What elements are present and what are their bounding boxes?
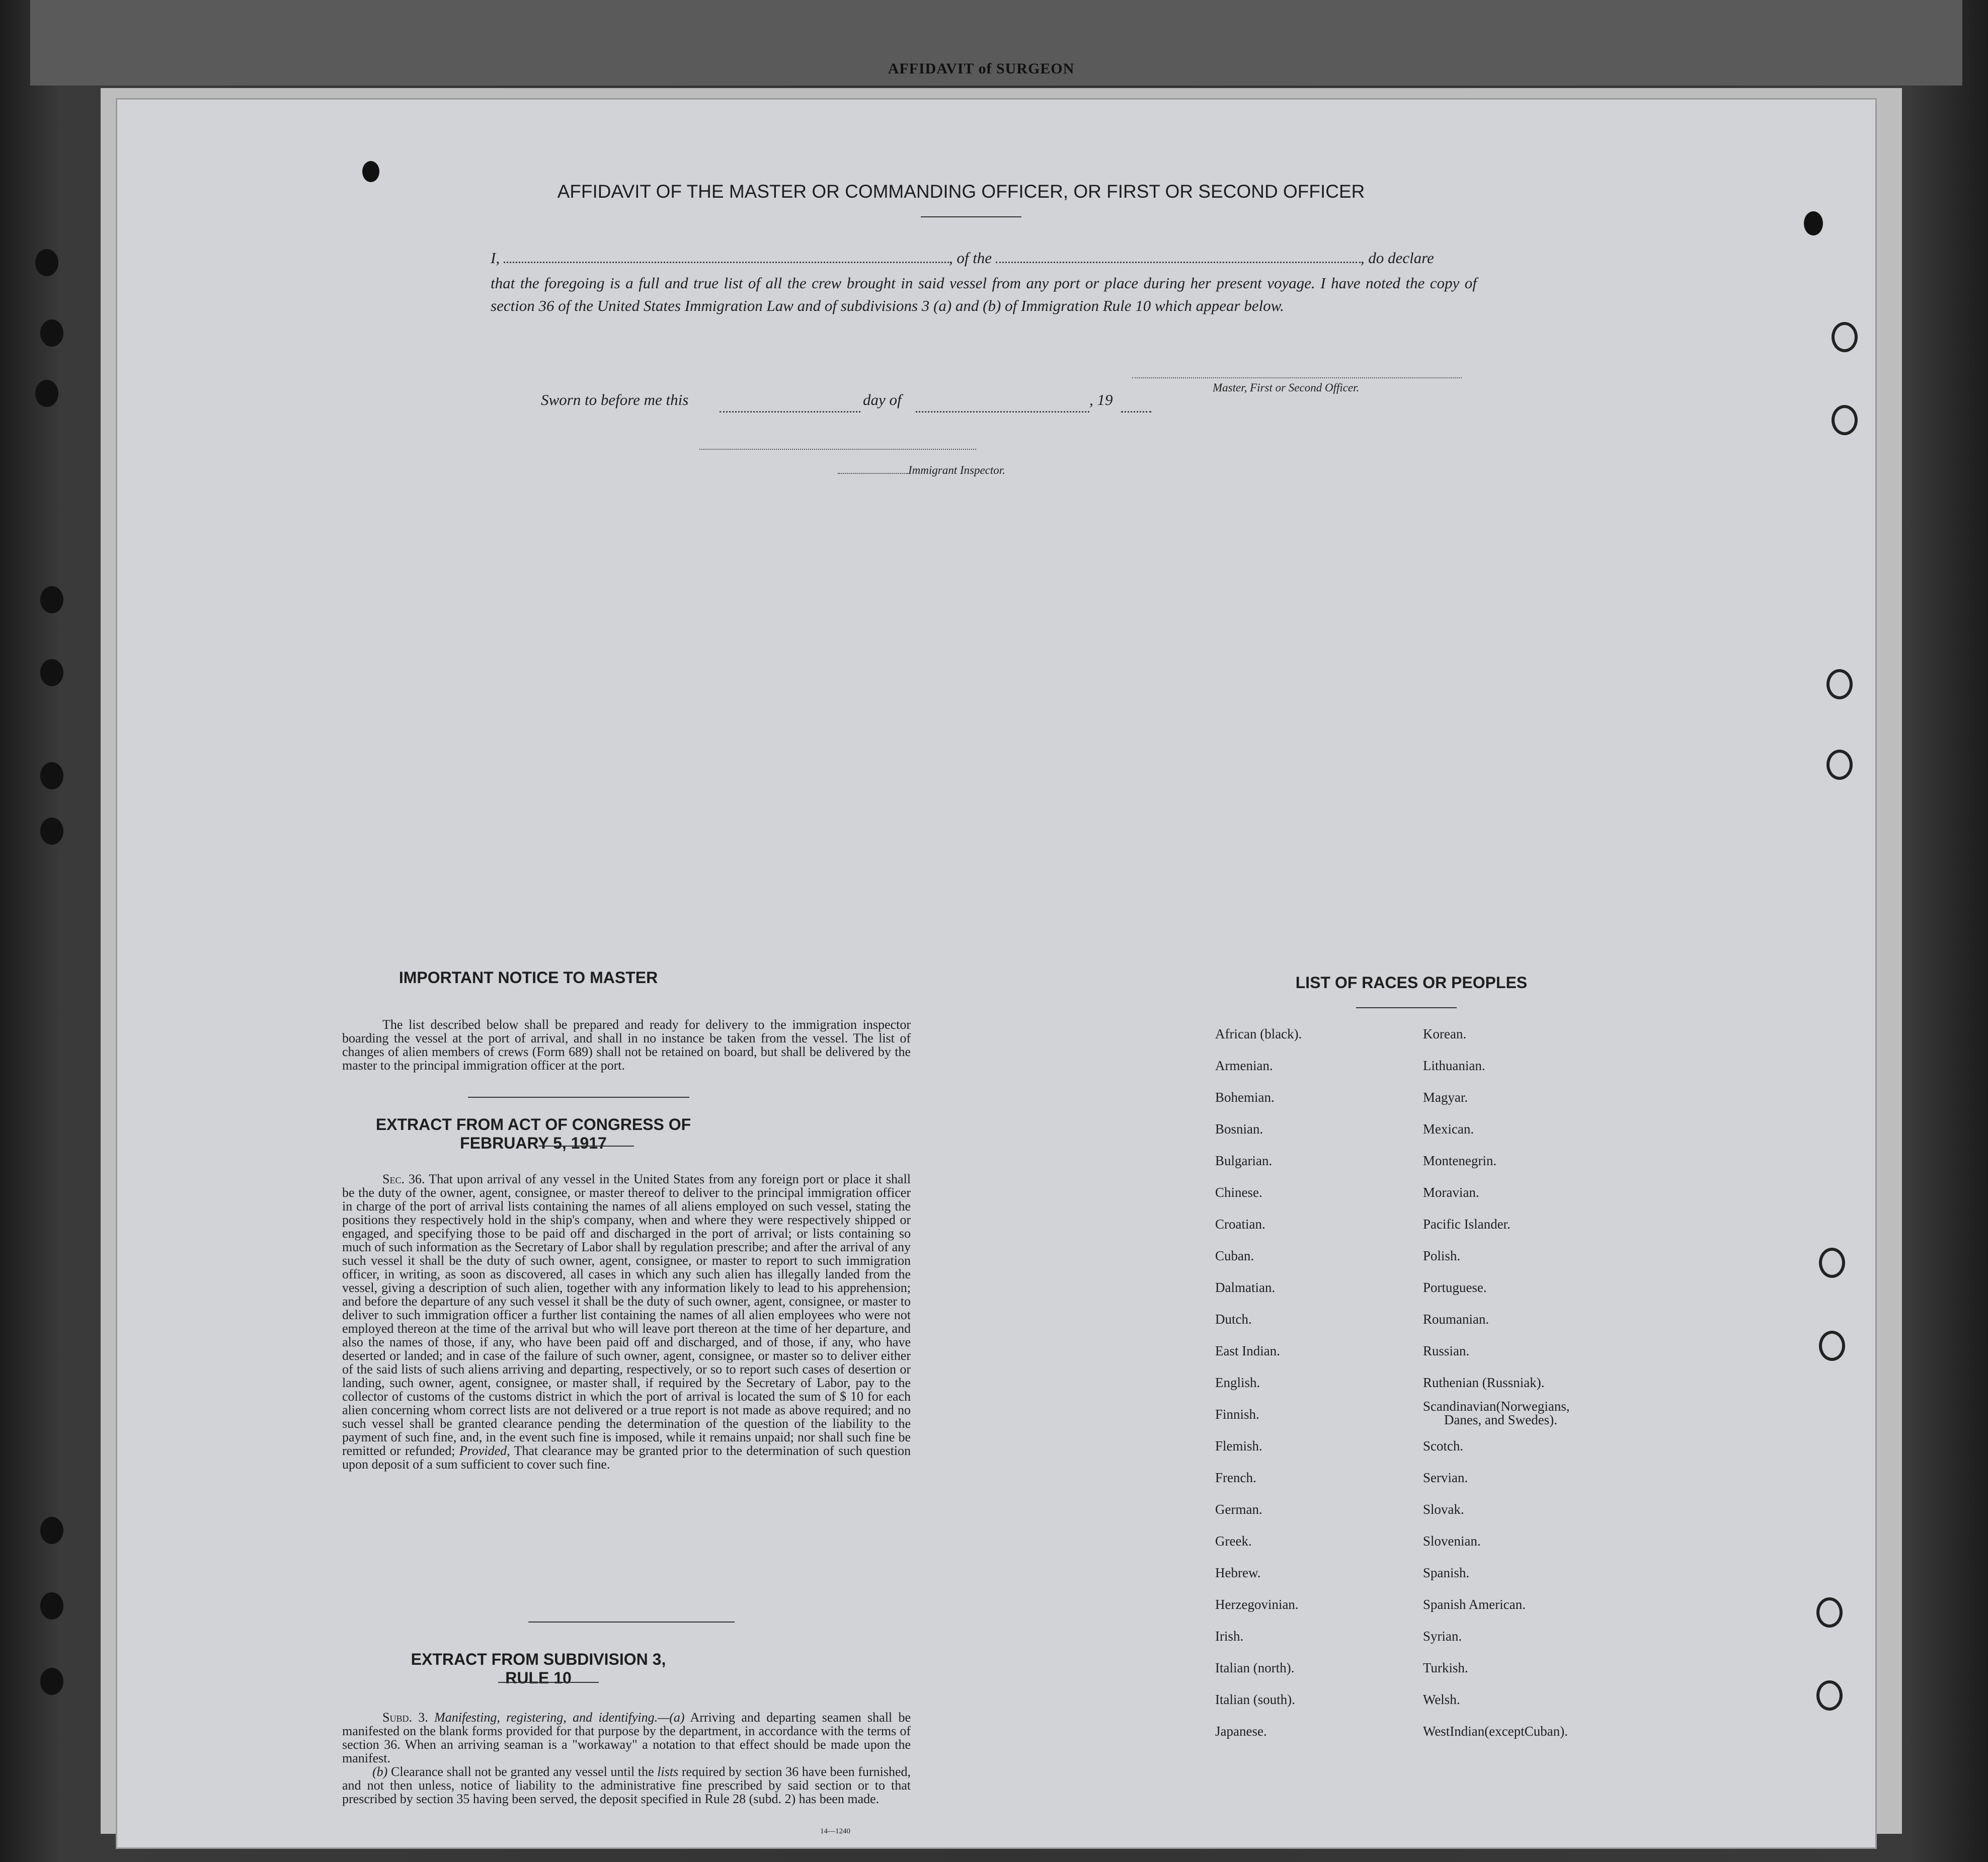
- act-proviso-text: That clearance may be granted prior to the determination of such question upon deposit of a sum sufficient to cover such fine.: [342, 1443, 911, 1472]
- affidavit-title: AFFIDAVIT OF THE MASTER OR COMMANDING OFFICER, OR FIRST OR SECOND OFFICER: [557, 181, 1365, 202]
- binder-ring: [1832, 405, 1858, 435]
- binder-ring: [1819, 1248, 1845, 1278]
- document-page: [116, 98, 1877, 1849]
- rule-subd-label: Subd. 3.: [382, 1710, 428, 1725]
- day-of-label: day of: [863, 391, 902, 409]
- act-section-text: [342, 1172, 911, 1471]
- race-right: Servian.: [1423, 1470, 1468, 1485]
- race-left: Finnish.: [1215, 1407, 1259, 1422]
- notice-divider: [468, 1097, 689, 1098]
- race-right: WestIndian(exceptCuban).: [1423, 1724, 1568, 1739]
- race-left: Croatian.: [1215, 1217, 1265, 1232]
- binder-ring: [1826, 669, 1853, 699]
- race-left: French.: [1215, 1470, 1256, 1485]
- vessel-prefix: , of the: [948, 249, 992, 267]
- race-right: Pacific Islander.: [1423, 1217, 1510, 1232]
- race-right: Magyar.: [1423, 1090, 1468, 1105]
- sworn-day-field[interactable]: [720, 411, 860, 413]
- binder-ring: [1816, 1680, 1843, 1711]
- binder-hole: [40, 1668, 63, 1695]
- race-left: East Indian.: [1215, 1343, 1280, 1358]
- act-heading-underline: [538, 1146, 634, 1147]
- officer-signature-line[interactable]: [1132, 377, 1462, 378]
- race-right: Korean.: [1423, 1026, 1467, 1041]
- binder-hole: [40, 659, 63, 686]
- race-right: Danes, and Swedes).: [1444, 1412, 1557, 1427]
- rule-text-b-2: required by section 36 have been furnished, and not then unless, notice of liability to the administrative fine prescribed by said section or to that prescribed by section 35 having been served, the deposit specified in Rule 28 (subd. 2) has been made.: [342, 1764, 911, 1806]
- race-right: Scotch.: [1423, 1438, 1464, 1453]
- year-prefix: , 19: [1089, 391, 1113, 409]
- binder-hole: [40, 586, 63, 613]
- binder-ring: [1819, 1331, 1845, 1361]
- binder-ring: [1826, 750, 1853, 780]
- race-left: Hebrew.: [1215, 1565, 1261, 1580]
- race-left: Bosnian.: [1215, 1121, 1263, 1137]
- act-section-label: Sec. 36.: [382, 1172, 425, 1186]
- binder-hole: [40, 1592, 63, 1620]
- rule-text-a: Arriving and departing seamen shall be manifested on the blank forms provided for that purpose by the department, in accordance with the terms of section 36. When an arriving seaman is a "workaway" a notation to that effect should be made upon the manifest.: [342, 1710, 911, 1765]
- races-heading: LIST OF RACES OR PEOPLES: [1295, 974, 1528, 992]
- race-right: Welsh.: [1423, 1692, 1460, 1707]
- rule-subd-a: [342, 1711, 911, 1765]
- race-right: Ruthenian (Russniak).: [1423, 1375, 1545, 1390]
- binder-hole: [40, 762, 63, 789]
- binder-ring: [1816, 1597, 1843, 1628]
- officer-caption: Master, First or Second Officer.: [1213, 381, 1360, 394]
- rule-heading: EXTRACT FROM SUBDIVISION 3, RULE 10: [411, 1650, 666, 1687]
- notice-text: The list described below shall be prepared and ready for delivery to the immigration inspector boarding the vessel at the port of arrival, and shall in no instance be taken from the vessel. The list of changes of alien members of crews (Form 689) shall not be retained on board, but shall be delivered by the master to the principal immigration officer at the port.: [342, 1017, 911, 1073]
- sworn-month-field[interactable]: [916, 411, 1089, 413]
- title-underline: [921, 216, 1021, 217]
- race-left: Dutch.: [1215, 1312, 1252, 1327]
- race-right: Roumanian.: [1423, 1312, 1489, 1327]
- binder-hole: [35, 380, 58, 407]
- races-heading-underline: [1356, 1007, 1457, 1008]
- race-right: Mexican.: [1423, 1121, 1474, 1137]
- race-left: Greek.: [1215, 1533, 1252, 1549]
- act-divider: [528, 1622, 735, 1623]
- race-left: German.: [1215, 1502, 1262, 1517]
- race-left: Irish.: [1215, 1629, 1244, 1644]
- race-right: Portuguese.: [1423, 1280, 1487, 1295]
- rule-subd-title: Manifesting, registering, and identifying.—(a): [434, 1710, 685, 1725]
- race-left: Japanese.: [1215, 1724, 1267, 1739]
- race-left: African (black).: [1215, 1026, 1302, 1041]
- form-number: 14—1240: [820, 1827, 850, 1835]
- race-right: Slovenian.: [1423, 1533, 1481, 1549]
- act-body: That upon arrival of any vessel in the United States from any foreign port or place it shall be the duty of the owner, agent, consignee, or master thereof to deliver to the principal immigration officer in charge of the port of arrival lists containing the names of all aliens employed on such vessel, stating the positions they respectively hold in the ship's company, when and where they were respectively shipped or engaged, and specifying those to be paid off and discharged in the port of arrival; or lists containing so much of such information as the Secretary of Labor shall by regulation prescribe; and after the arrival of any such vessel it shall be the duty of such owner, agent, consignee, or master to report to such immigration officer, in writing, as soon as discovered, all cases in which any such alien has illegally landed from the vessel, giving a description of such alien, together with any information likely to lead to his apprehension; and before the departure of any such vessel it shall be the duty of such owner, agent, consignee, or master to deliver to such immigration officer a further list containing the names of all alien employees who were not employed thereon at the time of the arrival but who will leave port thereon at the time of her departure, and also the names of those, if any, who have been paid off and discharged, and of those, if any, who have deserted or landed; and in case of the failure of such owner, agent, consignee, or master so to deliver either of the said lists of such aliens arriving and departing, respectively, or so to report such cases of desertion or landing, such owner, agent, consignee, or master shall, if required by the Secretary of Labor, pay to the collector of customs of the customs district in which the port of arrival is located the sum of $ 10 for each alien concerning whom correct lists are not delivered or a true report is not made as above required; and no such vessel shall be granted clearance pending the determination of the question of the liability to the payment of such fine, and, in the event such fine is imposed, while it remains unpaid; nor shall such fine be remitted or refunded;: [342, 1172, 911, 1458]
- race-left: Herzegovinian.: [1215, 1597, 1299, 1612]
- binder-hole: [1804, 211, 1823, 235]
- race-right: Spanish.: [1423, 1565, 1470, 1580]
- race-right: Montenegrin.: [1423, 1153, 1497, 1168]
- race-right: Lithuanian.: [1423, 1058, 1485, 1073]
- binder-ring: [1832, 322, 1858, 352]
- race-left: Dalmatian.: [1215, 1280, 1276, 1295]
- inspector-caption-leader: [838, 473, 908, 474]
- sworn-year-field[interactable]: [1121, 411, 1151, 413]
- race-right: Polish.: [1423, 1248, 1461, 1263]
- race-left: Chinese.: [1215, 1185, 1262, 1200]
- rule-text-b-lists: lists: [657, 1764, 679, 1779]
- affidavit-body: that the foregoing is a full and true list of all the crew brought in said vessel from any port or place during her present voyage. I have noted the copy of section 36 of the United States Immigration Law and of subdivisions 3 (a) and (b) of Immigration Rule 10 which appear below.: [491, 274, 1477, 314]
- rule-heading-underline: [498, 1682, 599, 1683]
- declarant-prefix: I,: [491, 249, 500, 267]
- race-left: Bohemian.: [1215, 1090, 1275, 1105]
- declarant-name-field[interactable]: [504, 252, 949, 263]
- race-left: Italian (north).: [1215, 1660, 1295, 1675]
- rule-subd-b: [342, 1765, 911, 1806]
- race-right: Spanish American.: [1423, 1597, 1526, 1612]
- race-left: English.: [1215, 1375, 1260, 1390]
- inspector-signature-line[interactable]: [699, 449, 976, 450]
- race-right: Moravian.: [1423, 1185, 1479, 1200]
- binder-hole: [40, 1517, 63, 1544]
- binder-hole: [35, 249, 58, 276]
- act-heading: EXTRACT FROM ACT OF CONGRESS OF FEBRUARY 5, 1917: [375, 1115, 691, 1152]
- race-left: Armenian.: [1215, 1058, 1273, 1073]
- sworn-prefix: Sworn to before me this: [541, 391, 689, 409]
- binder-hole: [40, 818, 63, 845]
- race-right: Turkish.: [1423, 1660, 1468, 1675]
- race-left: Bulgarian.: [1215, 1153, 1273, 1168]
- race-right: Syrian.: [1423, 1629, 1462, 1644]
- race-right: Slovak.: [1423, 1502, 1464, 1517]
- rule-text-b-1: Clearance shall not be granted any vessel until the: [391, 1764, 654, 1779]
- declare-suffix: , do declare: [1360, 249, 1434, 267]
- act-proviso-label: Provided,: [459, 1443, 510, 1458]
- notice-heading: IMPORTANT NOTICE TO MASTER: [399, 968, 658, 987]
- punch-hole: [362, 161, 379, 182]
- rule-b-label: (b): [372, 1764, 388, 1779]
- race-left: Italian (south).: [1215, 1692, 1295, 1707]
- vessel-name-field[interactable]: [996, 252, 1361, 263]
- previous-page-label: AFFIDAVIT of SURGEON: [888, 60, 1075, 77]
- binder-hole: [40, 319, 63, 347]
- race-right: Russian.: [1423, 1343, 1470, 1358]
- affidavit-declaration-line: [491, 249, 1477, 267]
- race-left: Cuban.: [1215, 1248, 1254, 1263]
- inspector-caption: Immigrant Inspector.: [908, 464, 1005, 476]
- race-right: Scandinavian(Norwegians,: [1423, 1399, 1570, 1414]
- race-left: Flemish.: [1215, 1438, 1262, 1453]
